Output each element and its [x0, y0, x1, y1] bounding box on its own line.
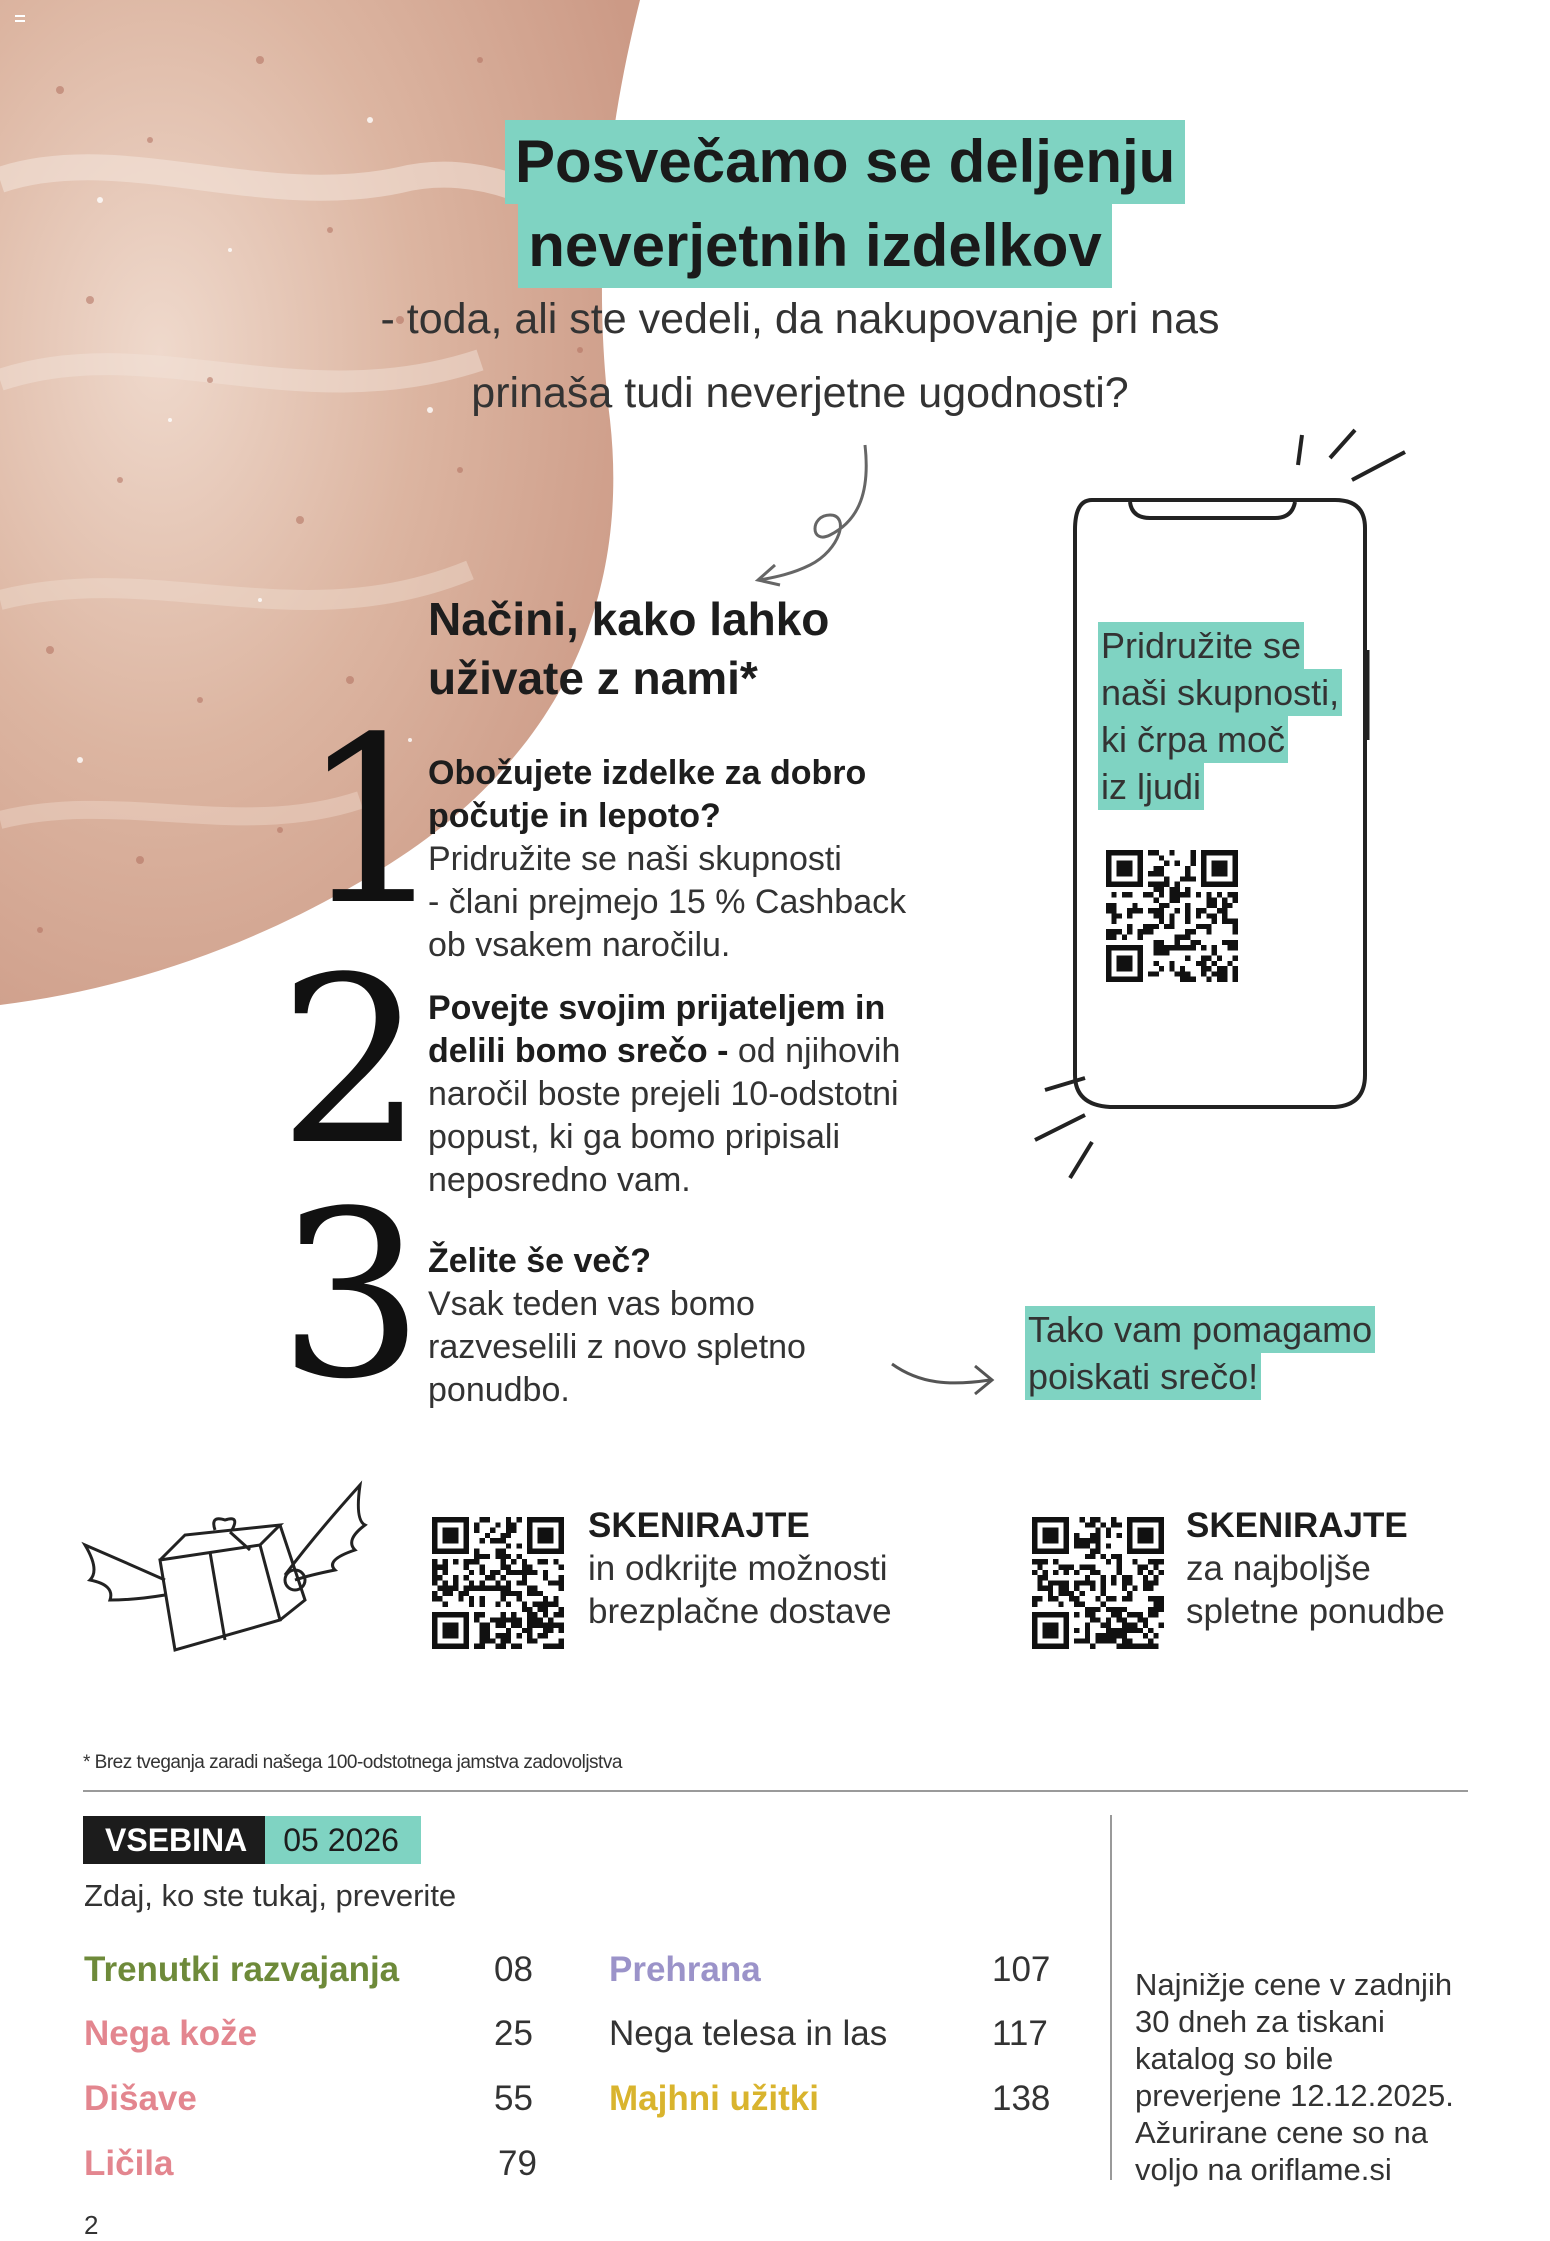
toc-item-page: 79	[498, 2144, 537, 2183]
issue-number: 05 2026	[265, 1816, 421, 1864]
page-number: 2	[84, 2210, 99, 2240]
scan-2-title: SKENIRAJTE	[1186, 1506, 1408, 1545]
lowest-line-6: voljo na oriflame.si	[1135, 2152, 1392, 2187]
toc-left-column	[84, 1950, 554, 2190]
toc-item-label[interactable]: Trenutki razvajanja	[84, 1950, 400, 1989]
step-1-bold-line-2: počutje in lepoto?	[428, 797, 721, 835]
step-1-bold-line-1: Obožujete izdelke za dobro	[428, 754, 867, 792]
step-2-bold-line-1: Povejte svojim prijateljem in	[428, 989, 886, 1027]
step-number-3: 3	[278, 1163, 425, 1430]
lowest-line-4: preverjene 12.12.2025.	[1135, 2078, 1454, 2113]
contents-label: VSEBINA	[83, 1816, 265, 1864]
phone-text-line-3: ki črpa moč	[1098, 716, 1288, 763]
qr-code-online-offers[interactable]	[1030, 1517, 1166, 1649]
lowest-line-5: Ažurirane cene so na	[1135, 2115, 1428, 2150]
step-2-text	[428, 987, 948, 1202]
ways-title-line-1: Načini, kako lahko	[428, 593, 830, 645]
headline-line-1: Posvečamo se deljenju	[505, 120, 1185, 204]
step-1-line-2: - člani prejmejo 15 % Cashback	[428, 883, 907, 921]
step-1-line-1: Pridružite se naši skupnosti	[428, 840, 842, 878]
step-number-2: 2	[278, 929, 425, 1196]
contents-subtitle: Zdaj, ko ste tukaj, preverite	[84, 1878, 457, 1913]
step-2-line-2-rest: od njihovih	[728, 1032, 901, 1070]
step-2-bold-line-2: delili bomo srečo -	[428, 1032, 729, 1070]
curly-arrow-icon	[750, 440, 890, 590]
intro-line-1: - toda, ali ste vedeli, da nakupovanje pri nas	[380, 295, 1220, 343]
page-headline	[505, 120, 1176, 288]
toc-item-page: 107	[992, 1950, 1051, 1989]
help-text-line-2: poiskati srečo!	[1025, 1353, 1261, 1400]
step-number-1: 1	[300, 689, 447, 956]
step-3-line-3: ponudbo.	[428, 1371, 570, 1409]
step-2-line-4: popust, ki ga bomo pripisali	[428, 1118, 841, 1156]
help-text	[1025, 1306, 1375, 1400]
scan-1-line-1: in odkrijte možnosti	[588, 1549, 888, 1588]
winged-gift-icon	[80, 1480, 370, 1670]
step-2-line-5: neposredno vam.	[428, 1161, 691, 1199]
toc-item-label[interactable]: Ličila	[84, 2144, 174, 2183]
toc-item-label[interactable]: Dišave	[84, 2079, 197, 2118]
toc-item-page: 138	[992, 2079, 1051, 2118]
toc-item-label[interactable]: Nega telesa in las	[609, 2014, 888, 2053]
qr-code-community[interactable]	[1104, 850, 1240, 982]
arrow-right-icon	[890, 1354, 1000, 1404]
toc-item-label[interactable]: Nega kože	[84, 2014, 258, 2053]
step-3-text	[428, 1240, 948, 1412]
scan-2-line-2: spletne ponudbe	[1186, 1592, 1445, 1631]
toc-item-page: 117	[992, 2014, 1048, 2053]
phone-text-line-2: naši skupnosti,	[1098, 669, 1342, 716]
vertical-divider	[1110, 1815, 1112, 2180]
phone-community-text	[1098, 622, 1342, 810]
lowest-line-1: Najnižje cene v zadnjih	[1135, 1967, 1453, 2002]
step-3-bold-line: Želite še več?	[428, 1242, 652, 1280]
scan-1-title: SKENIRAJTE	[588, 1506, 810, 1545]
step-3-line-2: razveselili z novo spletno	[428, 1328, 806, 1366]
lowest-line-2: 30 dneh za tiskani	[1135, 2004, 1385, 2039]
corner-mark-icon	[15, 15, 25, 23]
toc-item-page: 25	[494, 2014, 533, 2053]
divider	[83, 1790, 1468, 1792]
step-3-line-1: Vsak teden vas bomo	[428, 1285, 755, 1323]
toc-right-column	[609, 1950, 1069, 2130]
help-text-line-1: Tako vam pomagamo	[1025, 1306, 1375, 1353]
toc-item-page: 08	[494, 1950, 533, 1989]
lowest-prices-note	[1135, 1966, 1475, 2188]
headline-line-2: neverjetnih izdelkov	[518, 204, 1112, 288]
qr-code-free-delivery[interactable]	[430, 1517, 566, 1649]
scan-block-offers	[1186, 1504, 1445, 1633]
toc-item-page: 55	[494, 2079, 533, 2118]
phone-text-line-1: Pridružite se	[1098, 622, 1304, 669]
footnote: * Brez tveganja zaradi našega 100-odstotnega jamstva zadovoljstva	[83, 1752, 622, 1773]
lowest-line-3: katalog so bile	[1135, 2041, 1334, 2076]
intro-text	[360, 282, 1240, 430]
contents-header	[83, 1816, 421, 1864]
intro-line-2: prinaša tudi neverjetne ugodnosti?	[471, 369, 1129, 417]
scan-block-delivery	[588, 1504, 892, 1633]
ways-title	[428, 590, 829, 708]
scan-2-line-1: za najboljše	[1186, 1549, 1371, 1588]
toc-item-label[interactable]: Prehrana	[609, 1950, 761, 1989]
ways-title-line-2: uživate z nami*	[428, 652, 758, 704]
step-2-line-3: naročil boste prejeli 10-odstotni	[428, 1075, 899, 1113]
toc-item-label[interactable]: Majhni užitki	[609, 2079, 819, 2118]
phone-text-line-4: iz ljudi	[1098, 763, 1204, 810]
scan-1-line-2: brezplačne dostave	[588, 1592, 892, 1631]
step-1-line-3: ob vsakem naročilu.	[428, 926, 731, 964]
step-1-text	[428, 752, 948, 967]
